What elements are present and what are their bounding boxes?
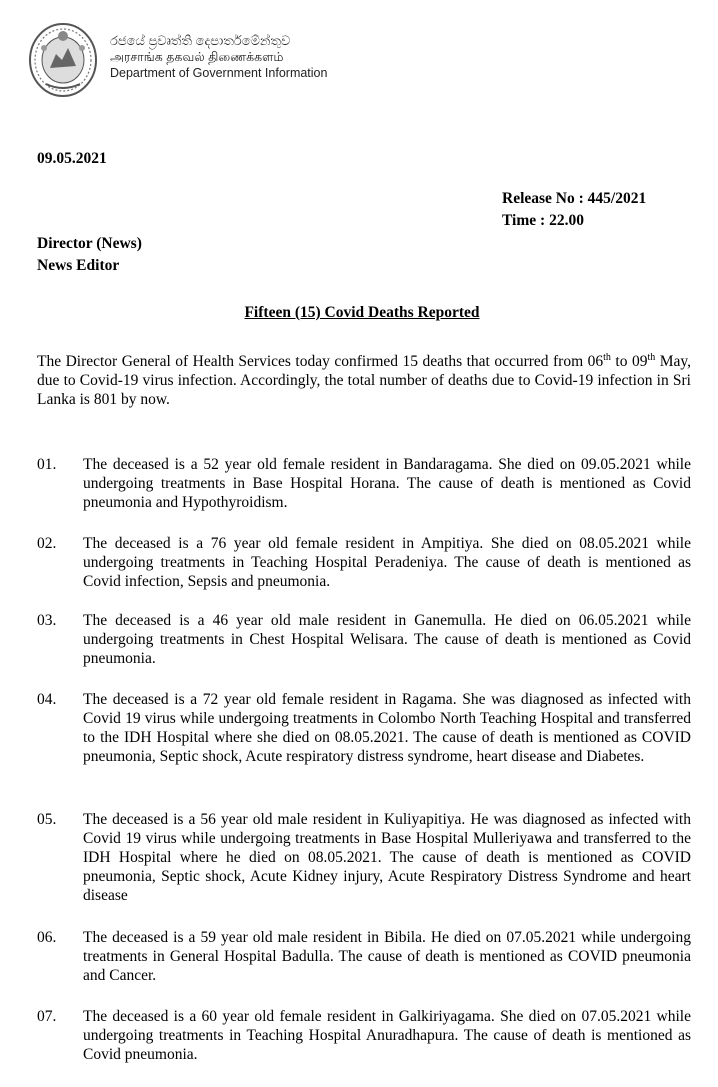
death-item <box>37 810 691 905</box>
addressee <box>37 233 142 277</box>
release-date: 09.05.2021 <box>37 150 107 167</box>
death-item-number: 04. <box>37 691 57 708</box>
intro-sup-1: th <box>603 351 611 363</box>
department-header <box>110 33 327 81</box>
death-item <box>37 534 691 591</box>
sri-lanka-emblem-icon <box>26 18 100 98</box>
death-item-text: The deceased is a 46 year old male resident in Ganemulla. He died on 06.05.2021 while undergoing treatments in Chest Hospital Welisara. The cause of death is mentioned as Covid pneumonia. <box>83 612 691 667</box>
death-item-text: The deceased is a 56 year old male resident in Kuliyapitiya. He was diagnosed as infected with Covid 19 virus while undergoing treatments in Base Hospital Mulleriyawa and transferred to the IDH Hospital where he died on 08.05.2021. The cause of death is mentioned as COVID pneumonia, Septic shock, Acute Kidney injury, Acute Respiratory Distress Syndrome and heart disease <box>83 811 691 904</box>
release-info <box>502 188 646 232</box>
addressee-director: Director (News) <box>37 235 142 252</box>
document-title-text: Fifteen (15) Covid Deaths Reported <box>244 304 480 321</box>
death-item-text: The deceased is a 59 year old male resident in Bibila. He died on 07.05.2021 while undergoing treatments in General Hospital Badulla. The cause of death is mentioned as COVID pneumonia and Cancer. <box>83 929 691 984</box>
death-item-text: The deceased is a 60 year old female resident in Galkiriyagama. She died on 07.05.2021 while undergoing treatments in Teaching Hospital Anuradhapura. The cause of death is mentioned as Covid pneumonia. <box>83 1008 691 1063</box>
department-name-sinhala: රජයේ ප්‍රවෘත්ති දෙපාර්තමේන්තුව <box>110 33 291 48</box>
intro-sup-2: th <box>647 351 656 363</box>
release-time: Time : 22.00 <box>502 212 584 229</box>
death-item <box>37 455 691 512</box>
intro-paragraph <box>37 352 691 409</box>
addressee-editor: News Editor <box>37 257 120 274</box>
death-item <box>37 690 691 766</box>
death-item-text: The deceased is a 72 year old female resident in Ragama. She was diagnosed as infected with Covid 19 virus while undergoing treatments in Colombo North Teaching Hospital and transferred to the IDH Hospital where she died on 08.05.2021. The cause of death is mentioned as COVID pneumonia, Septic shock, Acute respiratory distress syndrome, heart disease and Diabetes. <box>83 691 691 765</box>
intro-text-2: to 09 <box>610 353 648 370</box>
death-item-text: The deceased is a 52 year old female resident in Bandaragama. She died on 09.05.2021 while undergoing treatments in Base Hospital Horana. The cause of death is mentioned as Covid pneumonia and Hypothyroidism. <box>83 456 691 511</box>
death-item <box>37 1007 691 1064</box>
death-item <box>37 611 691 668</box>
death-item-number: 02. <box>37 535 57 552</box>
death-item-number: 01. <box>37 456 57 473</box>
death-item-number: 03. <box>37 612 57 629</box>
death-item <box>37 928 691 985</box>
intro-text-1: The Director General of Health Services today confirmed 15 deaths that occurred from 06 <box>37 353 604 370</box>
department-name-english: Department of Government Information <box>110 66 328 80</box>
intro-text-3: May, due to Covid-19 virus infection. Accordingly, the total number of deaths due to Covid-19 infection in Sri Lanka is 801 by now. <box>37 353 691 408</box>
document-title <box>0 304 718 322</box>
death-item-text: The deceased is a 76 year old female resident in Ampitiya. She died on 08.05.2021 while undergoing treatments in Teaching Hospital Peradeniya. The cause of death is mentioned as Covid infection, Sepsis and pneumonia. <box>83 535 691 590</box>
death-item-number: 07. <box>37 1008 57 1025</box>
death-item-number: 05. <box>37 811 57 828</box>
department-name-tamil: அரசாங்க தகவல் திணைக்களம் <box>110 50 284 64</box>
death-item-number: 06. <box>37 929 57 946</box>
release-number: Release No : 445/2021 <box>502 190 647 207</box>
